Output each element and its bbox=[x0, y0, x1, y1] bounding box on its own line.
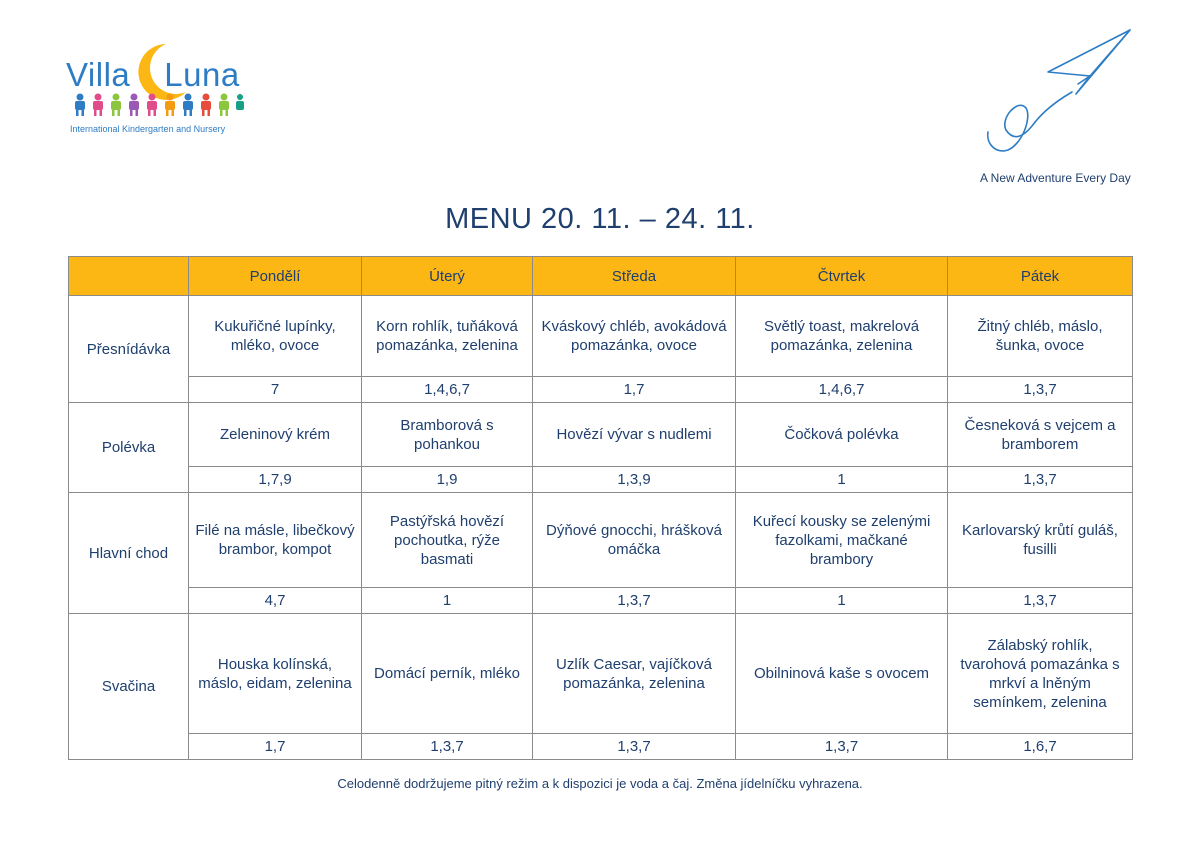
allergen-cell: 1,9 bbox=[362, 467, 533, 493]
meal-row bbox=[69, 403, 1133, 467]
allergen-cell: 1,4,6,7 bbox=[362, 377, 533, 403]
meal-cell: Světlý toast, makrelová pomazánka, zelenina bbox=[736, 296, 948, 377]
allergen-cell: 1,3,7 bbox=[736, 734, 948, 760]
meal-cell: Uzlík Caesar, vajíčková pomazánka, zelenina bbox=[533, 614, 736, 734]
meal-cell: Čočková polévka bbox=[736, 403, 948, 467]
allergen-cell: 1,3,7 bbox=[948, 467, 1133, 493]
header-corner bbox=[69, 257, 189, 296]
allergen-cell: 1,7 bbox=[189, 734, 362, 760]
allergen-cell: 1 bbox=[736, 588, 948, 614]
day-header: Pátek bbox=[948, 257, 1133, 296]
allergen-cell: 1,7,9 bbox=[189, 467, 362, 493]
meal-label: Polévka bbox=[69, 403, 189, 493]
allergen-cell: 1,7 bbox=[533, 377, 736, 403]
table-header-row bbox=[69, 257, 1133, 296]
meal-cell: Obilninová kaše s ovocem bbox=[736, 614, 948, 734]
allergen-cell: 1,3,7 bbox=[948, 377, 1133, 403]
allergen-cell: 1 bbox=[736, 467, 948, 493]
day-header: Úterý bbox=[362, 257, 533, 296]
meal-cell: Karlovarský krůtí guláš, fusilli bbox=[948, 493, 1133, 588]
day-header: Čtvrtek bbox=[736, 257, 948, 296]
allergen-cell: 1,3,7 bbox=[533, 734, 736, 760]
day-header: Pondělí bbox=[189, 257, 362, 296]
logo-tagline: International Kindergarten and Nursery bbox=[70, 124, 226, 134]
logo-brand: Villa Luna bbox=[66, 56, 240, 93]
meal-cell: Dýňové gnocchi, hrášková omáčka bbox=[533, 493, 736, 588]
allergen-row bbox=[69, 588, 1133, 614]
meal-cell: Filé na másle, libečkový brambor, kompot bbox=[189, 493, 362, 588]
allergen-cell: 1,6,7 bbox=[948, 734, 1133, 760]
meal-cell: Pastýřská hovězí pochoutka, rýže basmati bbox=[362, 493, 533, 588]
children-figures-icon bbox=[72, 92, 244, 118]
meal-cell: Hovězí vývar s nudlemi bbox=[533, 403, 736, 467]
villa-luna-logo bbox=[66, 42, 266, 142]
meal-row bbox=[69, 614, 1133, 734]
allergen-cell: 1 bbox=[362, 588, 533, 614]
meal-cell: Zálabský rohlík, tvarohová pomazánka s mrkví a lněným semínkem, zelenina bbox=[948, 614, 1133, 734]
allergen-cell: 1,3,7 bbox=[533, 588, 736, 614]
meal-cell: Kukuřičné lupínky, mléko, ovoce bbox=[189, 296, 362, 377]
allergen-cell: 1,3,7 bbox=[362, 734, 533, 760]
allergen-row bbox=[69, 467, 1133, 493]
meal-cell: Česneková s vejcem a bramborem bbox=[948, 403, 1133, 467]
meal-cell: Žitný chléb, máslo, šunka, ovoce bbox=[948, 296, 1133, 377]
page-title: MENU 20. 11. – 24. 11. bbox=[445, 203, 755, 235]
meal-cell: Kváskový chléb, avokádová pomazánka, ovoce bbox=[533, 296, 736, 377]
meal-row bbox=[69, 493, 1133, 588]
allergen-cell: 1,3,7 bbox=[948, 588, 1133, 614]
meal-cell: Houska kolínská, máslo, eidam, zelenina bbox=[189, 614, 362, 734]
allergen-row bbox=[69, 734, 1133, 760]
menu-table bbox=[68, 256, 1133, 760]
meal-cell: Korn rohlík, tuňáková pomazánka, zelenina bbox=[362, 296, 533, 377]
allergen-cell: 1,3,9 bbox=[533, 467, 736, 493]
meal-label: Hlavní chod bbox=[69, 493, 189, 614]
meal-cell: Kuřecí kousky se zelenými fazolkami, mačkané brambory bbox=[736, 493, 948, 588]
meal-cell: Bramborová s pohankou bbox=[362, 403, 533, 467]
footer-note: Celodenně dodržujeme pitný režim a k dispozici je voda a čaj. Změna jídelníčku vyhrazena. bbox=[337, 776, 863, 791]
allergen-cell: 7 bbox=[189, 377, 362, 403]
allergen-cell: 4,7 bbox=[189, 588, 362, 614]
slogan: A New Adventure Every Day bbox=[980, 171, 1131, 185]
allergen-cell: 1,4,6,7 bbox=[736, 377, 948, 403]
allergen-row bbox=[69, 377, 1133, 403]
meal-label: Přesnídávka bbox=[69, 296, 189, 403]
paper-plane-icon bbox=[978, 26, 1138, 158]
meal-row bbox=[69, 296, 1133, 377]
meal-cell: Zeleninový krém bbox=[189, 403, 362, 467]
meal-label: Svačina bbox=[69, 614, 189, 760]
meal-cell: Domácí perník, mléko bbox=[362, 614, 533, 734]
day-header: Středa bbox=[533, 257, 736, 296]
